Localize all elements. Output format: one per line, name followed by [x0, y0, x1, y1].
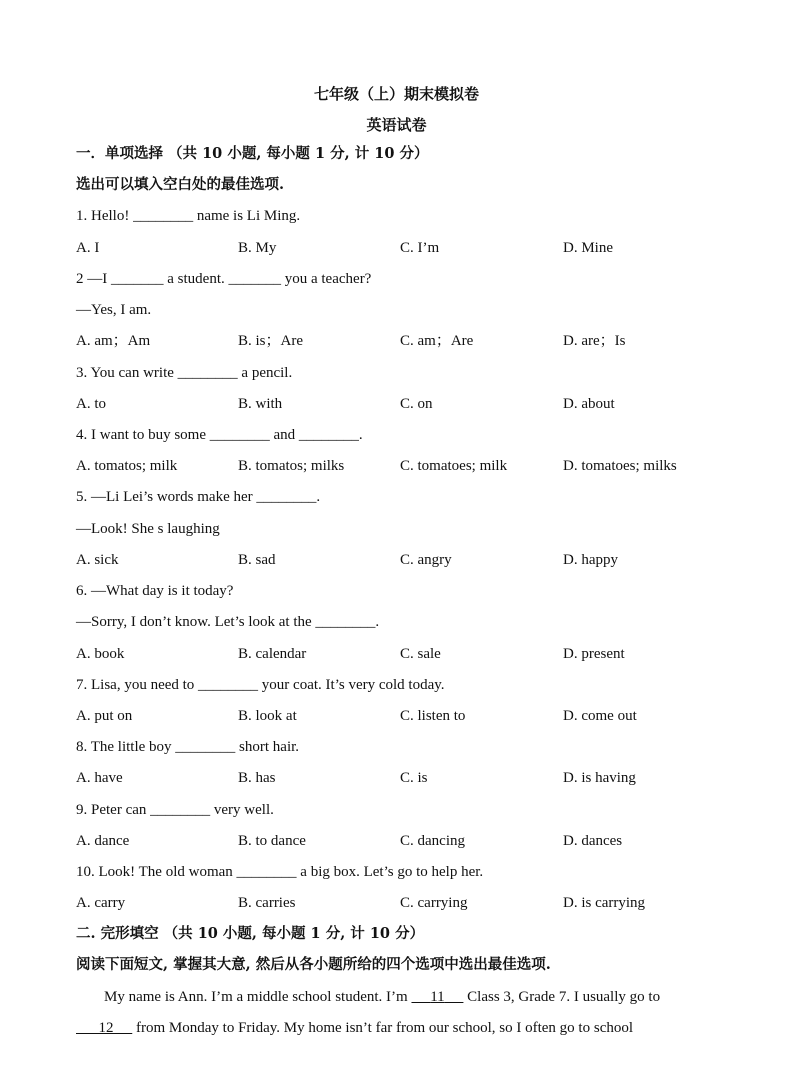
option-d: D. come out — [563, 708, 637, 724]
option-b: B. carries — [238, 895, 296, 911]
passage-text: from Monday to Friday. My home isn’t far from our school, so I often go to school — [132, 1020, 634, 1036]
option-b: B. sad — [238, 552, 276, 568]
option-b: B. to dance — [238, 833, 306, 849]
option-c: C. listen to — [400, 708, 466, 724]
section1-heading: 一．单项选择 （共 10 小题, 每小题 1 分, 计 10 分） — [76, 145, 429, 162]
question-5-stem-line2: —Look! She s laughing — [76, 521, 220, 537]
option-a: A. have — [76, 770, 123, 786]
option-d: D. present — [563, 646, 625, 662]
option-d: D. is having — [563, 770, 636, 786]
question-5-stem: 5. —Li Lei’s words make her ________. — [76, 489, 321, 505]
option-d: D. are；Is — [563, 333, 626, 349]
option-c: C. tomatoes; milk — [400, 458, 508, 474]
option-b: B. look at — [238, 708, 297, 724]
section2-heading: 二. 完形填空 （共 10 小题, 每小题 1 分, 计 10 分） — [76, 925, 425, 942]
question-9-stem: 9. Peter can ________ very well. — [76, 802, 274, 818]
option-a: A. am；Am — [76, 333, 151, 349]
option-a: A. I — [76, 240, 100, 256]
option-d: D. about — [563, 396, 615, 412]
option-c: C. sale — [400, 646, 441, 662]
option-c: C. angry — [400, 552, 452, 568]
option-d: D. tomatoes; milks — [563, 458, 677, 474]
question-8-stem: 8. The little boy ________ short hair. — [76, 739, 300, 755]
option-c: C. is — [400, 770, 428, 786]
question-2-stem: 2 —I _______ a student. _______ you a teacher? — [76, 271, 372, 287]
question-6-stem-line2: —Sorry, I don’t know. Let’s look at the ________. — [76, 614, 380, 630]
option-a: A. sick — [76, 552, 119, 568]
option-d: D. Mine — [563, 240, 613, 256]
option-a: A. put on — [76, 708, 133, 724]
option-b: B. calendar — [238, 646, 307, 662]
question-6-stem: 6. —What day is it today? — [76, 583, 234, 599]
option-b: B. is；Are — [238, 333, 303, 349]
blank-11-number: 11 — [430, 989, 445, 1005]
question-2-stem-line2: —Yes, I am. — [76, 302, 152, 318]
option-a: A. tomatos; milk — [76, 458, 178, 474]
blank-12 — [76, 1020, 132, 1036]
option-a: A. carry — [76, 895, 126, 911]
option-b: B. My — [238, 240, 277, 256]
question-7-stem: 7. Lisa, you need to ________ your coat. It’s very cold today. — [76, 677, 445, 693]
passage-line-2 — [76, 1019, 633, 1037]
option-d: D. dances — [563, 833, 623, 849]
option-a: A. dance — [76, 833, 130, 849]
question-3-stem: 3. You can write ________ a pencil. — [76, 365, 293, 381]
option-d: D. is carrying — [563, 895, 646, 911]
passage-text: My name is Ann. I’m a middle school student. I’m — [104, 989, 412, 1005]
blank-11 — [411, 989, 463, 1005]
question-4-stem: 4. I want to buy some ________ and ________. — [76, 427, 363, 443]
section2-instruction: 阅读下面短文, 掌握其大意, 然后从各小题所给的四个选项中选出最佳选项. — [76, 956, 551, 973]
passage-line-1 — [104, 988, 660, 1006]
option-b: B. with — [238, 396, 283, 412]
option-c: C. am；Are — [400, 333, 474, 349]
option-b: B. tomatos; milks — [238, 458, 345, 474]
passage-text: Class 3, Grade 7. I usually go to — [463, 989, 661, 1005]
option-c: C. on — [400, 396, 433, 412]
question-1-stem: 1. Hello! ________ name is Li Ming. — [76, 208, 301, 224]
option-a: A. to — [76, 396, 106, 412]
exam-title: 七年级（上）期末模拟卷 — [313, 85, 479, 103]
option-c: C. carrying — [400, 895, 468, 911]
option-c: C. I’m — [400, 240, 440, 256]
option-d: D. happy — [563, 552, 618, 568]
option-a: A. book — [76, 646, 125, 662]
section1-instruction: 选出可以填入空白处的最佳选项. — [76, 176, 285, 193]
exam-subtitle: 英语试卷 — [366, 116, 427, 134]
option-c: C. dancing — [400, 833, 465, 849]
blank-12-number: 12 — [98, 1020, 114, 1036]
option-b: B. has — [238, 770, 276, 786]
question-10-stem: 10. Look! The old woman ________ a big box. Let’s go to help her. — [76, 864, 484, 880]
